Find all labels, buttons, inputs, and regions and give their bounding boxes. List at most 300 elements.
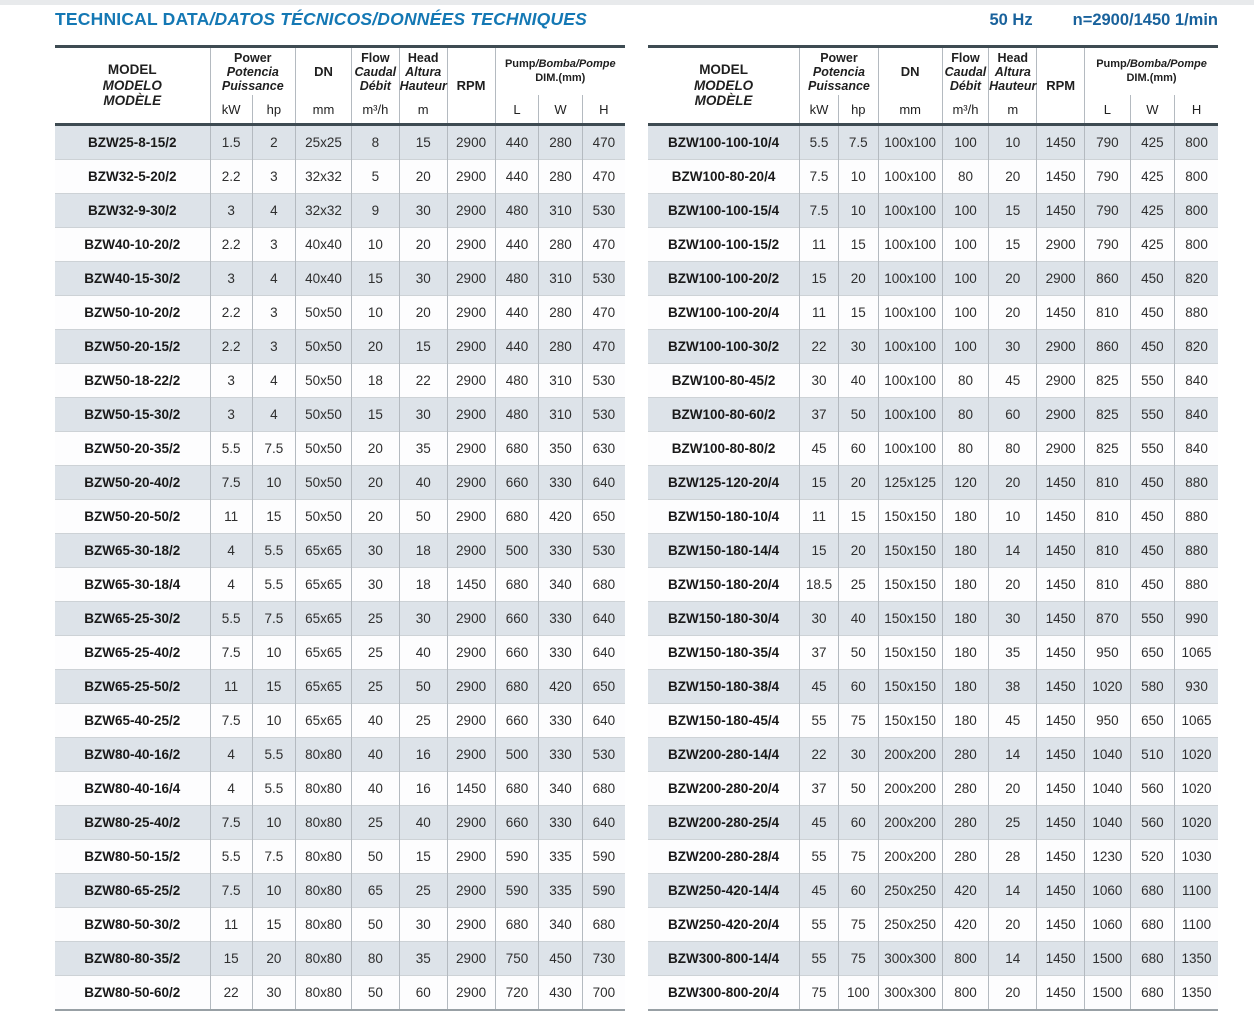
value-cell: 680 bbox=[1130, 908, 1174, 942]
col-header-rpm: RPM bbox=[447, 47, 495, 125]
value-cell: 75 bbox=[838, 942, 878, 976]
value-cell: 520 bbox=[1130, 840, 1174, 874]
table-row bbox=[55, 364, 625, 398]
table-row bbox=[55, 772, 625, 806]
value-cell: 680 bbox=[1130, 874, 1174, 908]
model-cell: BZW150-180-14/4 bbox=[648, 534, 800, 568]
value-cell: 440 bbox=[495, 228, 539, 262]
value-cell: 7.5 bbox=[252, 840, 295, 874]
value-cell: 50 bbox=[838, 398, 878, 432]
model-cell: BZW65-25-40/2 bbox=[55, 636, 210, 670]
value-cell: 180 bbox=[942, 636, 989, 670]
value-cell: 22 bbox=[210, 976, 252, 1011]
model-cell: BZW40-10-20/2 bbox=[55, 228, 210, 262]
col-header-pump-dim bbox=[495, 47, 625, 96]
col-header-pump-dim bbox=[1085, 47, 1218, 96]
tables-container bbox=[55, 45, 1218, 1011]
value-cell: 65x65 bbox=[296, 602, 352, 636]
table-row bbox=[648, 364, 1218, 398]
unit-flow-m3h: m³/h bbox=[942, 95, 989, 125]
value-cell: 470 bbox=[582, 330, 625, 364]
value-cell: 650 bbox=[582, 500, 625, 534]
value-cell: 60 bbox=[399, 976, 447, 1011]
value-cell: 420 bbox=[942, 874, 989, 908]
value-cell: 1020 bbox=[1175, 806, 1218, 840]
value-cell: 420 bbox=[539, 670, 582, 704]
value-cell: 20 bbox=[989, 772, 1037, 806]
value-cell: 55 bbox=[800, 908, 839, 942]
value-cell: 200x200 bbox=[878, 772, 942, 806]
value-cell: 1450 bbox=[447, 568, 495, 602]
value-cell: 440 bbox=[495, 160, 539, 194]
table-row bbox=[648, 806, 1218, 840]
value-cell: 20 bbox=[838, 262, 878, 296]
value-cell: 590 bbox=[495, 874, 539, 908]
value-cell: 810 bbox=[1085, 296, 1131, 330]
table-row bbox=[55, 840, 625, 874]
value-cell: 18 bbox=[351, 364, 399, 398]
table-row bbox=[648, 738, 1218, 772]
value-cell: 25 bbox=[399, 704, 447, 738]
value-cell: 20 bbox=[351, 432, 399, 466]
value-cell: 330 bbox=[539, 466, 582, 500]
value-cell: 20 bbox=[399, 228, 447, 262]
value-cell: 2900 bbox=[447, 398, 495, 432]
page-title-translations: /DATOS TÉCNICOS/DONNÉES TECHNIQUES bbox=[209, 9, 588, 29]
value-cell: 1500 bbox=[1085, 942, 1131, 976]
table-row bbox=[648, 398, 1218, 432]
value-cell: 680 bbox=[495, 670, 539, 704]
value-cell: 50 bbox=[351, 840, 399, 874]
table-row bbox=[648, 976, 1218, 1011]
value-cell: 800 bbox=[1175, 194, 1218, 228]
value-cell: 2 bbox=[252, 125, 295, 160]
value-cell: 680 bbox=[1130, 942, 1174, 976]
value-cell: 15 bbox=[252, 500, 295, 534]
value-cell: 10 bbox=[351, 228, 399, 262]
value-cell: 25 bbox=[351, 602, 399, 636]
value-cell: 1450 bbox=[1037, 534, 1085, 568]
value-cell: 2900 bbox=[447, 874, 495, 908]
model-cell: BZW150-180-38/4 bbox=[648, 670, 800, 704]
value-cell: 40 bbox=[838, 364, 878, 398]
unit-hp: hp bbox=[252, 95, 295, 125]
value-cell: 750 bbox=[495, 942, 539, 976]
table-row bbox=[55, 704, 625, 738]
value-cell: 530 bbox=[582, 738, 625, 772]
value-cell: 1350 bbox=[1175, 942, 1218, 976]
table-row bbox=[55, 636, 625, 670]
value-cell: 60 bbox=[838, 806, 878, 840]
value-cell: 2900 bbox=[447, 534, 495, 568]
value-cell: 2.2 bbox=[210, 296, 252, 330]
value-cell: 15 bbox=[989, 194, 1037, 228]
value-cell: 7.5 bbox=[210, 466, 252, 500]
value-cell: 1450 bbox=[1037, 500, 1085, 534]
value-cell: 65 bbox=[351, 874, 399, 908]
value-cell: 30 bbox=[399, 262, 447, 296]
value-cell: 640 bbox=[582, 806, 625, 840]
value-cell: 25 bbox=[351, 636, 399, 670]
table-row bbox=[55, 500, 625, 534]
value-cell: 425 bbox=[1130, 228, 1174, 262]
value-cell: 40 bbox=[399, 636, 447, 670]
value-cell: 680 bbox=[495, 908, 539, 942]
value-cell: 150x150 bbox=[878, 670, 942, 704]
value-cell: 1450 bbox=[1037, 738, 1085, 772]
value-cell: 50x50 bbox=[296, 500, 352, 534]
model-cell: BZW50-20-40/2 bbox=[55, 466, 210, 500]
value-cell: 2900 bbox=[447, 125, 495, 160]
value-cell: 860 bbox=[1085, 330, 1131, 364]
value-cell: 100x100 bbox=[878, 432, 942, 466]
model-cell: BZW100-80-60/2 bbox=[648, 398, 800, 432]
col-header-rpm: RPM bbox=[1037, 47, 1085, 125]
value-cell: 810 bbox=[1085, 500, 1131, 534]
speed-label: n=2900/1450 1/min bbox=[1072, 11, 1218, 29]
value-cell: 180 bbox=[942, 568, 989, 602]
model-cell: BZW80-50-30/2 bbox=[55, 908, 210, 942]
value-cell: 1450 bbox=[1037, 908, 1085, 942]
value-cell: 50x50 bbox=[296, 296, 352, 330]
model-cell: BZW32-9-30/2 bbox=[55, 194, 210, 228]
value-cell: 80 bbox=[942, 432, 989, 466]
value-cell: 450 bbox=[1130, 466, 1174, 500]
value-cell: 330 bbox=[539, 534, 582, 568]
value-cell: 330 bbox=[539, 602, 582, 636]
value-cell: 630 bbox=[582, 432, 625, 466]
value-cell: 4 bbox=[252, 194, 295, 228]
value-cell: 40 bbox=[399, 806, 447, 840]
value-cell: 100x100 bbox=[878, 330, 942, 364]
value-cell: 30 bbox=[800, 602, 839, 636]
model-cell: BZW50-20-50/2 bbox=[55, 500, 210, 534]
value-cell: 550 bbox=[1130, 398, 1174, 432]
value-cell: 100 bbox=[838, 976, 878, 1011]
value-cell: 4 bbox=[252, 262, 295, 296]
value-cell: 1065 bbox=[1175, 636, 1218, 670]
value-cell: 4 bbox=[210, 568, 252, 602]
table-row bbox=[648, 874, 1218, 908]
model-cell: BZW100-80-45/2 bbox=[648, 364, 800, 398]
value-cell: 25x25 bbox=[296, 125, 352, 160]
value-cell: 2900 bbox=[447, 228, 495, 262]
model-cell: BZW150-180-35/4 bbox=[648, 636, 800, 670]
value-cell: 50 bbox=[399, 670, 447, 704]
table-row bbox=[55, 534, 625, 568]
value-cell: 840 bbox=[1175, 398, 1218, 432]
model-cell: BZW50-10-20/2 bbox=[55, 296, 210, 330]
value-cell: 1040 bbox=[1085, 738, 1131, 772]
value-cell: 1450 bbox=[1037, 568, 1085, 602]
value-cell: 1450 bbox=[1037, 296, 1085, 330]
value-cell: 4 bbox=[252, 398, 295, 432]
value-cell: 440 bbox=[495, 330, 539, 364]
table-row bbox=[648, 908, 1218, 942]
value-cell: 840 bbox=[1175, 432, 1218, 466]
table-row bbox=[55, 432, 625, 466]
model-cell: BZW100-100-10/4 bbox=[648, 125, 800, 160]
value-cell: 1230 bbox=[1085, 840, 1131, 874]
value-cell: 590 bbox=[582, 874, 625, 908]
value-cell: 680 bbox=[1130, 976, 1174, 1011]
value-cell: 100x100 bbox=[878, 364, 942, 398]
value-cell: 11 bbox=[800, 296, 839, 330]
unit-head-m: m bbox=[989, 95, 1037, 125]
value-cell: 180 bbox=[942, 500, 989, 534]
value-cell: 125x125 bbox=[878, 466, 942, 500]
value-cell: 75 bbox=[800, 976, 839, 1011]
value-cell: 2900 bbox=[447, 670, 495, 704]
value-cell: 38 bbox=[989, 670, 1037, 704]
value-cell: 880 bbox=[1175, 296, 1218, 330]
table-row bbox=[55, 262, 625, 296]
value-cell: 15 bbox=[800, 466, 839, 500]
value-cell: 11 bbox=[210, 500, 252, 534]
value-cell: 100x100 bbox=[878, 160, 942, 194]
value-cell: 65x65 bbox=[296, 636, 352, 670]
table-row bbox=[648, 160, 1218, 194]
value-cell: 37 bbox=[800, 398, 839, 432]
unit-kw: kW bbox=[800, 95, 839, 125]
value-cell: 150x150 bbox=[878, 704, 942, 738]
value-cell: 14 bbox=[989, 874, 1037, 908]
value-cell: 20 bbox=[399, 160, 447, 194]
value-cell: 450 bbox=[1130, 534, 1174, 568]
table-row bbox=[55, 398, 625, 432]
value-cell: 340 bbox=[539, 908, 582, 942]
value-cell: 65x65 bbox=[296, 568, 352, 602]
value-cell: 2900 bbox=[447, 160, 495, 194]
value-cell: 4 bbox=[252, 364, 295, 398]
value-cell: 950 bbox=[1085, 636, 1131, 670]
value-cell: 1450 bbox=[1037, 125, 1085, 160]
value-cell: 15 bbox=[351, 262, 399, 296]
table-row bbox=[648, 262, 1218, 296]
value-cell: 7.5 bbox=[800, 160, 839, 194]
value-cell: 5.5 bbox=[252, 568, 295, 602]
value-cell: 18.5 bbox=[800, 568, 839, 602]
value-cell: 550 bbox=[1130, 364, 1174, 398]
model-cell: BZW125-120-20/4 bbox=[648, 466, 800, 500]
value-cell: 15 bbox=[838, 500, 878, 534]
value-cell: 1100 bbox=[1175, 908, 1218, 942]
value-cell: 15 bbox=[252, 908, 295, 942]
value-cell: 1060 bbox=[1085, 874, 1131, 908]
unit-dim-l: L bbox=[1085, 95, 1131, 125]
value-cell: 860 bbox=[1085, 262, 1131, 296]
value-cell: 65x65 bbox=[296, 534, 352, 568]
value-cell: 2900 bbox=[1037, 364, 1085, 398]
value-cell: 100 bbox=[942, 194, 989, 228]
value-cell: 420 bbox=[942, 908, 989, 942]
value-cell: 180 bbox=[942, 534, 989, 568]
value-cell: 790 bbox=[1085, 160, 1131, 194]
value-cell: 5 bbox=[351, 160, 399, 194]
value-cell: 15 bbox=[399, 330, 447, 364]
value-cell: 700 bbox=[582, 976, 625, 1011]
value-cell: 1450 bbox=[1037, 840, 1085, 874]
model-cell: BZW65-25-30/2 bbox=[55, 602, 210, 636]
value-cell: 50 bbox=[351, 908, 399, 942]
model-cell: BZW150-180-20/4 bbox=[648, 568, 800, 602]
value-cell: 660 bbox=[495, 704, 539, 738]
table-row bbox=[648, 534, 1218, 568]
model-cell: BZW80-80-35/2 bbox=[55, 942, 210, 976]
value-cell: 1.5 bbox=[210, 125, 252, 160]
value-cell: 280 bbox=[942, 738, 989, 772]
unit-dim-h: H bbox=[1175, 95, 1218, 125]
left-data-table bbox=[55, 45, 625, 1011]
value-cell: 30 bbox=[838, 330, 878, 364]
value-cell: 335 bbox=[539, 874, 582, 908]
value-cell: 470 bbox=[582, 125, 625, 160]
value-cell: 2900 bbox=[447, 262, 495, 296]
frequency-label: 50 Hz bbox=[989, 11, 1033, 29]
col-header-dn: DN bbox=[296, 47, 352, 96]
model-cell: BZW100-100-30/2 bbox=[648, 330, 800, 364]
value-cell: 100x100 bbox=[878, 228, 942, 262]
value-cell: 810 bbox=[1085, 568, 1131, 602]
value-cell: 150x150 bbox=[878, 534, 942, 568]
value-cell: 5.5 bbox=[210, 432, 252, 466]
value-cell: 200x200 bbox=[878, 840, 942, 874]
value-cell: 20 bbox=[351, 466, 399, 500]
value-cell: 2900 bbox=[447, 908, 495, 942]
value-cell: 1065 bbox=[1175, 704, 1218, 738]
col-header-head: Head Altura Hauteur bbox=[399, 47, 447, 96]
value-cell: 60 bbox=[838, 874, 878, 908]
unit-dim-h: H bbox=[582, 95, 625, 125]
value-cell: 100 bbox=[942, 296, 989, 330]
value-cell: 15 bbox=[399, 125, 447, 160]
value-cell: 800 bbox=[1175, 228, 1218, 262]
value-cell: 1450 bbox=[1037, 194, 1085, 228]
value-cell: 1030 bbox=[1175, 840, 1218, 874]
value-cell: 180 bbox=[942, 704, 989, 738]
value-cell: 15 bbox=[800, 534, 839, 568]
table-header bbox=[55, 47, 625, 125]
page-title-main: TECHNICAL DATA bbox=[55, 9, 210, 29]
model-cell: BZW100-100-15/4 bbox=[648, 194, 800, 228]
value-cell: 5.5 bbox=[210, 602, 252, 636]
value-cell: 80 bbox=[351, 942, 399, 976]
value-cell: 5.5 bbox=[210, 840, 252, 874]
model-cell: BZW150-180-10/4 bbox=[648, 500, 800, 534]
value-cell: 2900 bbox=[447, 466, 495, 500]
model-cell: BZW65-30-18/2 bbox=[55, 534, 210, 568]
table-row bbox=[55, 602, 625, 636]
value-cell: 1020 bbox=[1175, 772, 1218, 806]
value-cell: 330 bbox=[539, 636, 582, 670]
value-cell: 2900 bbox=[447, 976, 495, 1011]
value-cell: 100x100 bbox=[878, 296, 942, 330]
value-cell: 2.2 bbox=[210, 160, 252, 194]
page-title bbox=[55, 9, 587, 30]
value-cell: 25 bbox=[399, 874, 447, 908]
value-cell: 30 bbox=[989, 602, 1037, 636]
value-cell: 32x32 bbox=[296, 160, 352, 194]
table-row bbox=[648, 228, 1218, 262]
value-cell: 18 bbox=[399, 568, 447, 602]
value-cell: 880 bbox=[1175, 500, 1218, 534]
value-cell: 550 bbox=[1130, 602, 1174, 636]
value-cell: 1450 bbox=[1037, 670, 1085, 704]
table-row bbox=[648, 330, 1218, 364]
value-cell: 40x40 bbox=[296, 228, 352, 262]
value-cell: 20 bbox=[989, 908, 1037, 942]
value-cell: 1450 bbox=[1037, 942, 1085, 976]
value-cell: 2900 bbox=[447, 704, 495, 738]
value-cell: 10 bbox=[989, 125, 1037, 160]
value-cell: 480 bbox=[495, 194, 539, 228]
model-cell: BZW150-180-45/4 bbox=[648, 704, 800, 738]
value-cell: 2900 bbox=[447, 364, 495, 398]
value-cell: 1450 bbox=[1037, 874, 1085, 908]
table-row bbox=[648, 636, 1218, 670]
value-cell: 680 bbox=[495, 772, 539, 806]
value-cell: 180 bbox=[942, 670, 989, 704]
value-cell: 790 bbox=[1085, 125, 1131, 160]
value-cell: 40 bbox=[351, 738, 399, 772]
value-cell: 950 bbox=[1085, 704, 1131, 738]
col-header-model: MODEL MODELO MODÈLE bbox=[55, 47, 210, 125]
model-cell: BZW150-180-30/4 bbox=[648, 602, 800, 636]
value-cell: 480 bbox=[495, 262, 539, 296]
value-cell: 500 bbox=[495, 534, 539, 568]
model-cell: BZW40-15-30/2 bbox=[55, 262, 210, 296]
model-cell: BZW300-800-20/4 bbox=[648, 976, 800, 1011]
value-cell: 20 bbox=[399, 296, 447, 330]
value-cell: 880 bbox=[1175, 466, 1218, 500]
value-cell: 1450 bbox=[1037, 466, 1085, 500]
value-cell: 150x150 bbox=[878, 636, 942, 670]
value-cell: 20 bbox=[989, 296, 1037, 330]
table-row bbox=[55, 194, 625, 228]
value-cell: 50 bbox=[351, 976, 399, 1011]
table-row bbox=[55, 874, 625, 908]
value-cell: 50 bbox=[399, 500, 447, 534]
value-cell: 20 bbox=[989, 466, 1037, 500]
table-row bbox=[55, 296, 625, 330]
value-cell: 50x50 bbox=[296, 364, 352, 398]
value-cell: 15 bbox=[210, 942, 252, 976]
value-cell: 810 bbox=[1085, 466, 1131, 500]
value-cell: 16 bbox=[399, 738, 447, 772]
value-cell: 3 bbox=[210, 194, 252, 228]
value-cell: 14 bbox=[989, 942, 1037, 976]
model-cell: BZW80-40-16/2 bbox=[55, 738, 210, 772]
value-cell: 335 bbox=[539, 840, 582, 874]
value-cell: 45 bbox=[800, 432, 839, 466]
value-cell: 450 bbox=[539, 942, 582, 976]
value-cell: 580 bbox=[1130, 670, 1174, 704]
model-cell: BZW25-8-15/2 bbox=[55, 125, 210, 160]
value-cell: 60 bbox=[838, 432, 878, 466]
value-cell: 7.5 bbox=[838, 125, 878, 160]
table-row bbox=[55, 738, 625, 772]
value-cell: 1450 bbox=[447, 772, 495, 806]
value-cell: 2900 bbox=[1037, 432, 1085, 466]
value-cell: 45 bbox=[989, 704, 1037, 738]
value-cell: 825 bbox=[1085, 364, 1131, 398]
value-cell: 35 bbox=[399, 942, 447, 976]
value-cell: 680 bbox=[582, 772, 625, 806]
model-cell: BZW100-80-20/4 bbox=[648, 160, 800, 194]
page-top-strip bbox=[0, 0, 1254, 5]
value-cell: 100x100 bbox=[878, 398, 942, 432]
value-cell: 30 bbox=[351, 568, 399, 602]
